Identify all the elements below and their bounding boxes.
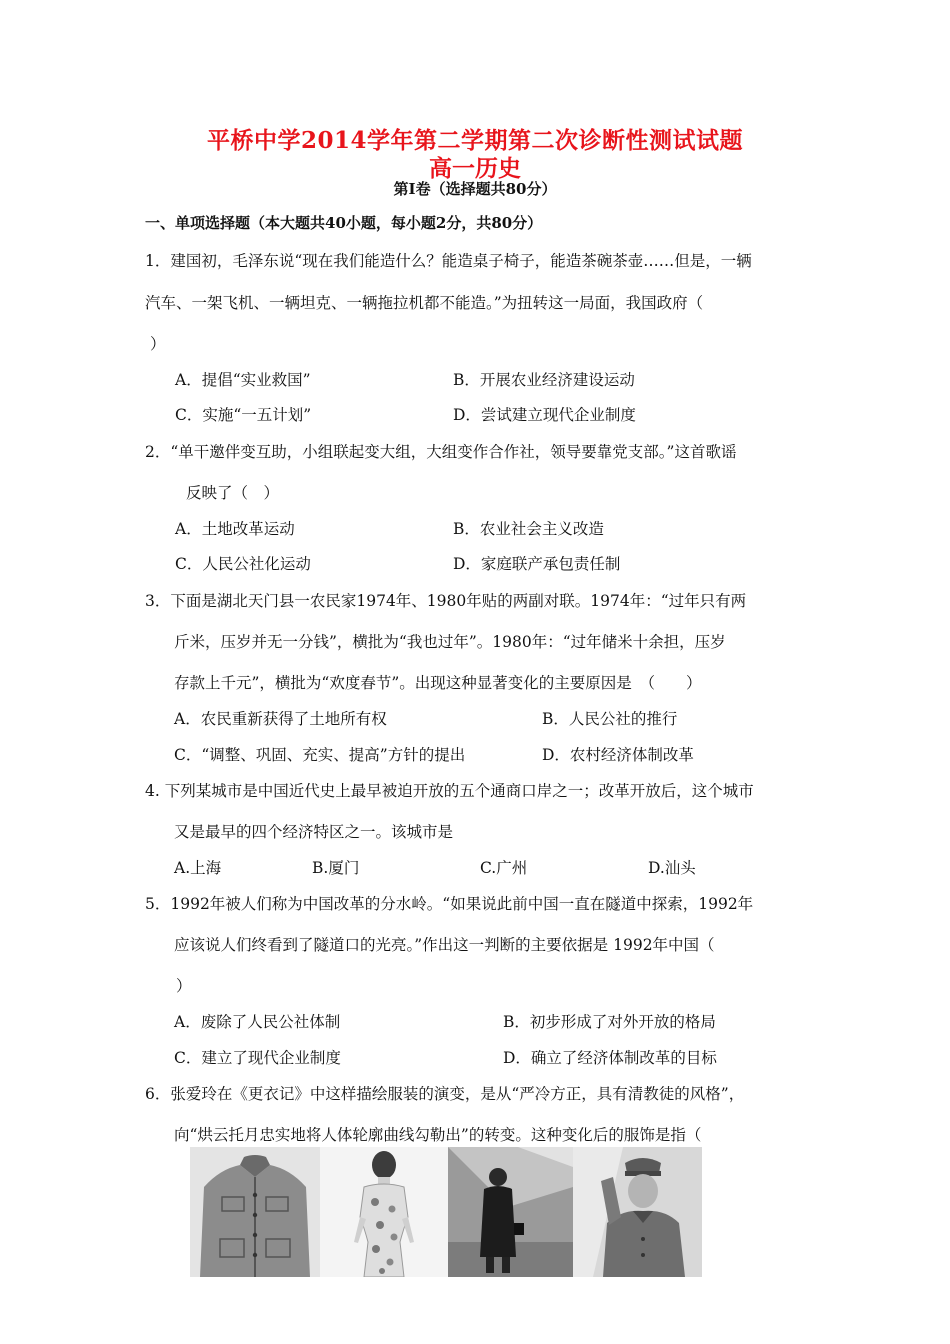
- exam-title: 平桥中学2014学年第二学期第二次诊断性测试试题: [206, 127, 743, 154]
- question-4-option-c: C.广州: [480, 859, 528, 877]
- question-5-option-b: B．初步形成了对外开放的格局: [503, 1013, 716, 1031]
- question-6-line-1: 6．张爱玲在《更衣记》中这样描绘服装的演变，是从“严冷方正，具有清教徒的风格”，: [145, 1085, 745, 1103]
- question-1-line-3: ）: [150, 335, 166, 353]
- question-3-line-1: 3．下面是湖北天门县一农民家1974年、1980年贴的两副对联。1974年：“过年只有两: [145, 592, 747, 610]
- question-2-option-d: D．家庭联产承包责任制: [453, 555, 621, 573]
- question-1-option-c: C．实施“一五计划”: [175, 406, 312, 424]
- question-6-line-2: 向“烘云托月忠实地将人体轮廓曲线勾勒出”的转变。这种变化后的服饰是指（: [174, 1126, 702, 1144]
- question-3-line-2: 斤米，压岁并无一分钱”，横批为“我也过年”。1980年：“过年储米十余担，压岁: [174, 633, 726, 651]
- section-heading: 一、单项选择题（本大题共40小题，每小题2分，共80分）: [145, 214, 543, 232]
- question-3-option-c: C．“调整、巩固、充实、提高”方针的提出: [174, 746, 466, 764]
- question-5-line-1: 5．1992年被人们称为中国改革的分水岭。“如果说此前中国一直在隧道中探索，1992年: [145, 895, 754, 913]
- question-4-line-1: 4. 下列某城市是中国近代史上最早被迫开放的五个通商口岸之一；改革开放后，这个城市: [145, 782, 754, 800]
- question-3-option-d: D．农村经济体制改革: [542, 746, 694, 764]
- subject-title: 高一历史: [429, 155, 521, 182]
- woman-in-coat-photo: [448, 1147, 573, 1277]
- question-2-option-a: A．土地改革运动: [175, 520, 295, 538]
- question-5-option-c: C．建立了现代企业制度: [174, 1049, 341, 1067]
- question-2-option-c: C．人民公社化运动: [175, 555, 311, 573]
- question-5-option-a: A．废除了人民公社体制: [174, 1013, 341, 1031]
- question-1-option-d: D．尝试建立现代企业制度: [453, 406, 636, 424]
- question-4-option-a: A.上海: [174, 859, 222, 877]
- clothing-photos: [190, 1147, 702, 1277]
- qipao-photo: [320, 1147, 448, 1277]
- question-3-option-a: A．农民重新获得了土地所有权: [174, 710, 387, 728]
- question-2-line-1: 2．“单干邀伴变互助，小组联起变大组，大组变作合作社，领导要靠党支部。”这首歌谣: [145, 443, 737, 461]
- question-4-line-2: 又是最早的四个经济特区之一。该城市是: [174, 823, 454, 841]
- question-1-line-1: 1．建国初，毛泽东说“现在我们能造什么？能造桌子椅子，能造茶碗茶壶……但是，一辆: [145, 252, 752, 270]
- question-1-line-2: 汽车、一架飞机、一辆坦克、一辆拖拉机都不能造。”为扭转这一局面，我国政府（: [145, 294, 704, 312]
- question-5-option-d: D．确立了经济体制改革的目标: [503, 1049, 717, 1067]
- question-2-option-b: B．农业社会主义改造: [453, 520, 604, 538]
- soldier-uniform-photo: [573, 1147, 702, 1277]
- question-5-line-2: 应该说人们终看到了隧道口的光亮。”作出这一判断的主要依据是 1992年中国（: [174, 936, 715, 954]
- zhongshan-suit-photo: [190, 1147, 320, 1277]
- question-1-option-a: A．提倡“实业救国”: [175, 371, 311, 389]
- question-1-option-b: B．开展农业经济建设运动: [453, 371, 635, 389]
- question-3-option-b: B．人民公社的推行: [542, 710, 678, 728]
- question-2-line-2: 反映了（ ）: [186, 484, 280, 502]
- question-5-line-3: ）: [176, 977, 192, 995]
- question-4-option-d: D.汕头: [648, 859, 696, 877]
- question-3-line-3: 存款上千元”，横批为“欢度春节”。出现这种显著变化的主要原因是 （ ）: [174, 674, 702, 692]
- question-4-option-b: B.厦门: [312, 859, 360, 877]
- volume-heading: 第Ⅰ卷（选择题共80分）: [393, 180, 557, 198]
